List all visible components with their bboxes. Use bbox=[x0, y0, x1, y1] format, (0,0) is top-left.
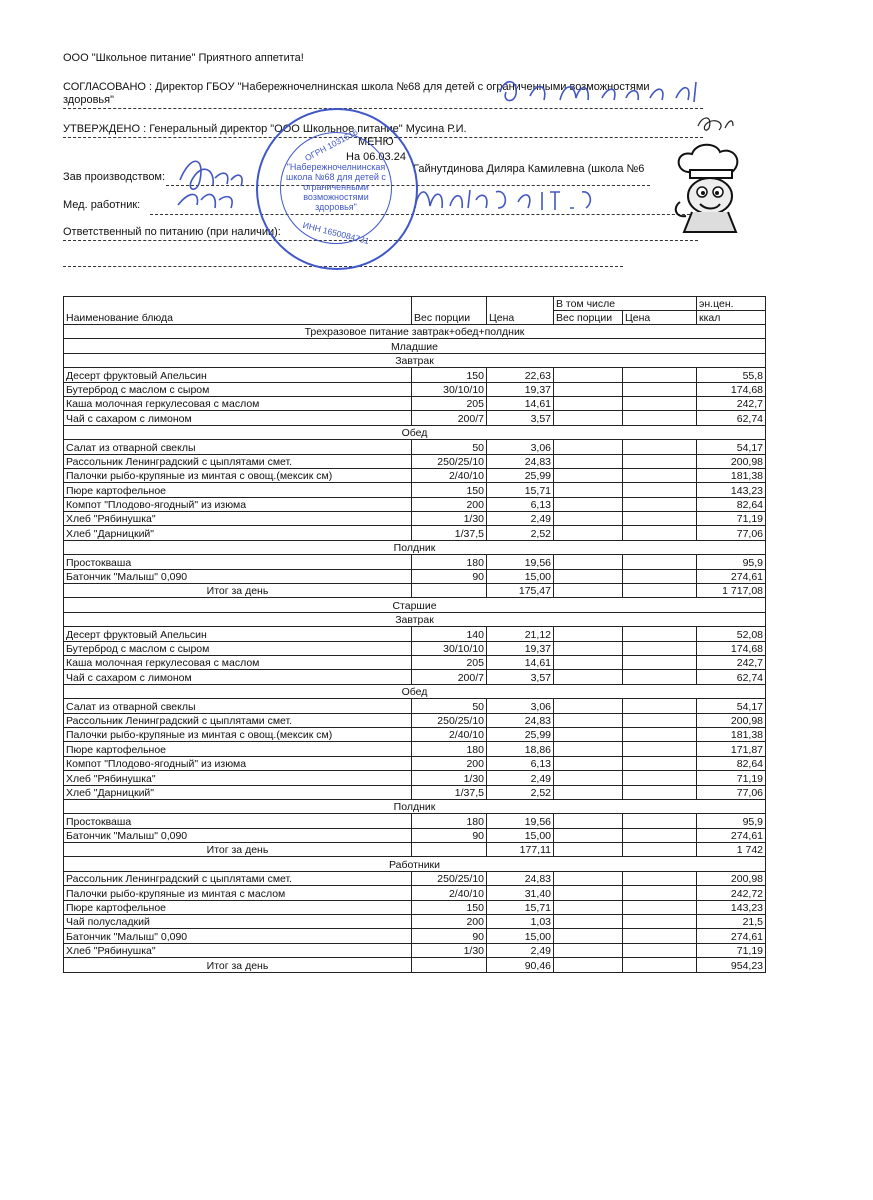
dish-name: Компот "Плодово-ягодный" из изюма bbox=[64, 756, 412, 770]
table-row bbox=[64, 828, 766, 842]
menu-date: На 06.03.24 bbox=[346, 151, 406, 163]
dish-price: 24,83 bbox=[487, 454, 554, 468]
dish-weight: 1/30 bbox=[412, 771, 487, 785]
dish-weight: 90 bbox=[412, 828, 487, 842]
incl-weight-cell bbox=[554, 454, 623, 468]
incl-weight-cell bbox=[554, 670, 623, 684]
table-row bbox=[64, 713, 766, 727]
table-row bbox=[64, 814, 766, 828]
dish-price: 14,61 bbox=[487, 396, 554, 410]
total-row bbox=[64, 843, 766, 857]
total-row bbox=[64, 584, 766, 598]
menu-table-body bbox=[64, 325, 766, 973]
dish-name: Салат из отварной свеклы bbox=[64, 699, 412, 713]
incl-weight-cell bbox=[554, 756, 623, 770]
incl-price-cell bbox=[623, 670, 697, 684]
dish-price: 14,61 bbox=[487, 655, 554, 669]
table-row bbox=[64, 742, 766, 756]
incl-price-cell bbox=[623, 382, 697, 396]
dish-price: 3,57 bbox=[487, 411, 554, 425]
section-row bbox=[64, 612, 766, 626]
dish-price: 19,56 bbox=[487, 814, 554, 828]
table-row bbox=[64, 382, 766, 396]
dish-name: Пюре картофельное bbox=[64, 900, 412, 914]
incl-weight-cell bbox=[554, 843, 623, 857]
dish-price: 2,52 bbox=[487, 526, 554, 540]
dish-price: 6,13 bbox=[487, 497, 554, 511]
dish-weight: 200/7 bbox=[412, 670, 487, 684]
incl-weight-cell bbox=[554, 771, 623, 785]
incl-price-cell bbox=[623, 756, 697, 770]
dish-name: Хлеб "Дарницкий" bbox=[64, 526, 412, 540]
section-row bbox=[64, 857, 766, 871]
dish-weight: 150 bbox=[412, 900, 487, 914]
dish-name: Пюре картофельное bbox=[64, 742, 412, 756]
dish-weight: 1/30 bbox=[412, 943, 487, 957]
incl-price-cell bbox=[623, 512, 697, 526]
section-row bbox=[64, 598, 766, 612]
dish-price: 15,00 bbox=[487, 828, 554, 842]
dish-weight: 1/37,5 bbox=[412, 785, 487, 799]
dish-kcal: 274,61 bbox=[697, 569, 766, 583]
dish-kcal: 77,06 bbox=[697, 785, 766, 799]
round-stamp bbox=[256, 108, 418, 270]
dish-name: Рассольник Ленинградский с цыплятами смет. bbox=[64, 454, 412, 468]
incl-weight-cell bbox=[554, 497, 623, 511]
dish-name: Палочки рыбо-крупяные из минтая с маслом bbox=[64, 886, 412, 900]
responsible-label: Ответственный по питанию (при наличии): bbox=[63, 226, 281, 238]
dish-kcal: 77,06 bbox=[697, 526, 766, 540]
dish-weight: 200 bbox=[412, 497, 487, 511]
dish-name: Простокваша bbox=[64, 814, 412, 828]
total-label: Итог за день bbox=[64, 958, 412, 972]
dish-weight: 250/25/10 bbox=[412, 871, 487, 885]
section-title: Завтрак bbox=[64, 612, 766, 626]
menu-title: МЕНЮ bbox=[358, 136, 394, 148]
section-title: Работники bbox=[64, 857, 766, 871]
incl-weight-cell bbox=[554, 727, 623, 741]
incl-weight-cell bbox=[554, 814, 623, 828]
dish-price: 24,83 bbox=[487, 713, 554, 727]
dish-kcal: 95,9 bbox=[697, 555, 766, 569]
incl-price-cell bbox=[623, 943, 697, 957]
dish-price: 19,37 bbox=[487, 641, 554, 655]
section-title: Полдник bbox=[64, 799, 766, 813]
total-kcal: 954,23 bbox=[697, 958, 766, 972]
section-row bbox=[64, 325, 766, 339]
dish-kcal: 242,72 bbox=[697, 886, 766, 900]
dish-price: 2,49 bbox=[487, 512, 554, 526]
table-row bbox=[64, 411, 766, 425]
section-row bbox=[64, 540, 766, 554]
dish-kcal: 62,74 bbox=[697, 411, 766, 425]
table-row bbox=[64, 655, 766, 669]
dish-price: 25,99 bbox=[487, 727, 554, 741]
incl-price-cell bbox=[623, 771, 697, 785]
dish-name: Хлеб "Рябинушка" bbox=[64, 771, 412, 785]
dish-name: Чай полусладкий bbox=[64, 915, 412, 929]
dish-kcal: 95,9 bbox=[697, 814, 766, 828]
incl-price-cell bbox=[623, 569, 697, 583]
incl-price-cell bbox=[623, 843, 697, 857]
dish-kcal: 242,7 bbox=[697, 396, 766, 410]
medic-signature bbox=[410, 178, 610, 218]
dish-weight: 250/25/10 bbox=[412, 713, 487, 727]
incl-weight-cell bbox=[554, 526, 623, 540]
production-signature bbox=[175, 150, 255, 215]
dish-weight: 250/25/10 bbox=[412, 454, 487, 468]
incl-weight-cell bbox=[554, 483, 623, 497]
dish-kcal: 54,17 bbox=[697, 440, 766, 454]
stamp-center-text: "Набережночелнинская школа №68 для детей с ограниченными возможностями здоровья" bbox=[286, 162, 386, 212]
table-row bbox=[64, 699, 766, 713]
incl-weight-cell bbox=[554, 468, 623, 482]
incl-price-cell bbox=[623, 713, 697, 727]
table-row bbox=[64, 756, 766, 770]
dish-kcal: 71,19 bbox=[697, 512, 766, 526]
approved-line: УТВЕРЖДЕНО : Генеральный директор "ООО Школьное питание" Мусина Р.И. bbox=[63, 123, 467, 135]
table-row bbox=[64, 785, 766, 799]
incl-price-cell bbox=[623, 655, 697, 669]
incl-weight-cell bbox=[554, 641, 623, 655]
section-title: Полдник bbox=[64, 540, 766, 554]
col-energy-header-2: ккал bbox=[697, 311, 766, 325]
dish-name: Десерт фруктовый Апельсин bbox=[64, 368, 412, 382]
incl-weight-cell bbox=[554, 655, 623, 669]
agreed-line-1: СОГЛАСОВАНО : Директор ГБОУ "Набережночелнинская школа №68 для детей с ограниченными возможностями bbox=[63, 81, 650, 93]
dish-kcal: 52,08 bbox=[697, 627, 766, 641]
total-kcal: 1 742 bbox=[697, 843, 766, 857]
dish-name: Пюре картофельное bbox=[64, 483, 412, 497]
director-signature bbox=[490, 72, 710, 112]
table-row bbox=[64, 526, 766, 540]
dish-weight: 180 bbox=[412, 555, 487, 569]
dish-price: 15,71 bbox=[487, 900, 554, 914]
section-row bbox=[64, 425, 766, 439]
incl-weight-cell bbox=[554, 943, 623, 957]
dish-name: Бутерброд с маслом с сыром bbox=[64, 382, 412, 396]
total-weight-cell bbox=[412, 843, 487, 857]
dish-name: Чай с сахаром с лимоном bbox=[64, 670, 412, 684]
dish-weight: 200 bbox=[412, 756, 487, 770]
incl-weight-cell bbox=[554, 886, 623, 900]
dish-name: Бутерброд с маслом с сыром bbox=[64, 641, 412, 655]
dish-weight: 2/40/10 bbox=[412, 468, 487, 482]
col-energy-header-1: эн.цен. bbox=[697, 297, 766, 311]
incl-price-cell bbox=[623, 368, 697, 382]
total-weight-cell bbox=[412, 584, 487, 598]
total-row bbox=[64, 958, 766, 972]
incl-price-cell bbox=[623, 468, 697, 482]
dish-price: 3,06 bbox=[487, 699, 554, 713]
dish-weight: 1/30 bbox=[412, 512, 487, 526]
dish-price: 2,52 bbox=[487, 785, 554, 799]
dish-kcal: 71,19 bbox=[697, 943, 766, 957]
incl-weight-cell bbox=[554, 584, 623, 598]
dish-kcal: 181,38 bbox=[697, 727, 766, 741]
dish-kcal: 21,5 bbox=[697, 915, 766, 929]
chef-mascot-icon bbox=[670, 142, 750, 238]
table-row bbox=[64, 900, 766, 914]
dish-weight: 90 bbox=[412, 569, 487, 583]
dish-name: Десерт фруктовый Апельсин bbox=[64, 627, 412, 641]
dish-name: Чай с сахаром с лимоном bbox=[64, 411, 412, 425]
dish-price: 25,99 bbox=[487, 468, 554, 482]
dish-price: 3,06 bbox=[487, 440, 554, 454]
col-incl-header: В том числе bbox=[554, 297, 697, 311]
table-row bbox=[64, 771, 766, 785]
dish-name: Батончик "Малыш" 0,090 bbox=[64, 828, 412, 842]
incl-price-cell bbox=[623, 871, 697, 885]
col-name-header: Наименование блюда bbox=[64, 297, 412, 325]
incl-price-cell bbox=[623, 828, 697, 842]
dish-price: 2,49 bbox=[487, 943, 554, 957]
dish-name: Батончик "Малыш" 0,090 bbox=[64, 569, 412, 583]
dish-kcal: 171,87 bbox=[697, 742, 766, 756]
dish-name: Рассольник Ленинградский с цыплятами смет. bbox=[64, 713, 412, 727]
col-incl-weight-header: Вес порции bbox=[554, 311, 623, 325]
dish-kcal: 200,98 bbox=[697, 454, 766, 468]
incl-weight-cell bbox=[554, 713, 623, 727]
dish-name: Компот "Плодово-ягодный" из изюма bbox=[64, 497, 412, 511]
dish-weight: 150 bbox=[412, 368, 487, 382]
col-weight-header: Вес порции bbox=[412, 297, 487, 325]
dish-kcal: 200,98 bbox=[697, 713, 766, 727]
dish-price: 2,49 bbox=[487, 771, 554, 785]
incl-price-cell bbox=[623, 555, 697, 569]
approved-signature bbox=[695, 112, 735, 136]
table-row bbox=[64, 396, 766, 410]
dish-weight: 140 bbox=[412, 627, 487, 641]
company-line: ООО "Школьное питание" Приятного аппетита! bbox=[63, 52, 304, 64]
incl-weight-cell bbox=[554, 368, 623, 382]
dish-name: Палочки рыбо-крупяные из минтая с овощ.(мексик см) bbox=[64, 727, 412, 741]
incl-price-cell bbox=[623, 483, 697, 497]
table-row bbox=[64, 627, 766, 641]
stamp-ogrn: ОГРН 1031616 bbox=[303, 126, 360, 164]
incl-weight-cell bbox=[554, 915, 623, 929]
section-title: Обед bbox=[64, 425, 766, 439]
dish-kcal: 174,68 bbox=[697, 641, 766, 655]
dish-kcal: 174,68 bbox=[697, 382, 766, 396]
dish-kcal: 82,64 bbox=[697, 497, 766, 511]
dish-price: 6,13 bbox=[487, 756, 554, 770]
table-row bbox=[64, 468, 766, 482]
incl-price-cell bbox=[623, 584, 697, 598]
incl-weight-cell bbox=[554, 958, 623, 972]
dish-price: 15,00 bbox=[487, 929, 554, 943]
table-row bbox=[64, 440, 766, 454]
menu-table bbox=[63, 296, 766, 973]
dish-name: Простокваша bbox=[64, 555, 412, 569]
dish-kcal: 54,17 bbox=[697, 699, 766, 713]
section-title: Обед bbox=[64, 684, 766, 698]
table-row bbox=[64, 497, 766, 511]
incl-price-cell bbox=[623, 915, 697, 929]
incl-weight-cell bbox=[554, 440, 623, 454]
dish-weight: 180 bbox=[412, 814, 487, 828]
incl-price-cell bbox=[623, 627, 697, 641]
dish-price: 15,00 bbox=[487, 569, 554, 583]
dish-kcal: 55,8 bbox=[697, 368, 766, 382]
total-label: Итог за день bbox=[64, 843, 412, 857]
dish-name: Хлеб "Рябинушка" bbox=[64, 943, 412, 957]
dish-weight: 205 bbox=[412, 396, 487, 410]
dish-price: 1,03 bbox=[487, 915, 554, 929]
dish-kcal: 143,23 bbox=[697, 900, 766, 914]
section-title: Младшие bbox=[64, 339, 766, 353]
incl-price-cell bbox=[623, 440, 697, 454]
dish-name: Каша молочная геркулесовая с маслом bbox=[64, 655, 412, 669]
dish-weight: 2/40/10 bbox=[412, 727, 487, 741]
incl-weight-cell bbox=[554, 785, 623, 799]
section-row bbox=[64, 353, 766, 367]
table-row bbox=[64, 368, 766, 382]
incl-price-cell bbox=[623, 396, 697, 410]
incl-weight-cell bbox=[554, 569, 623, 583]
total-label: Итог за день bbox=[64, 584, 412, 598]
dish-name: Каша молочная геркулесовая с маслом bbox=[64, 396, 412, 410]
production-label: Зав производством: bbox=[63, 171, 166, 183]
col-price-header: Цена bbox=[487, 297, 554, 325]
dish-name: Палочки рыбо-крупяные из минтая с овощ.(мексик см) bbox=[64, 468, 412, 482]
dish-weight: 50 bbox=[412, 440, 487, 454]
dish-price: 15,71 bbox=[487, 483, 554, 497]
incl-price-cell bbox=[623, 727, 697, 741]
section-row bbox=[64, 339, 766, 353]
incl-weight-cell bbox=[554, 742, 623, 756]
dish-kcal: 242,7 bbox=[697, 655, 766, 669]
dish-weight: 1/37,5 bbox=[412, 526, 487, 540]
table-row bbox=[64, 886, 766, 900]
incl-price-cell bbox=[623, 454, 697, 468]
dish-price: 22,63 bbox=[487, 368, 554, 382]
section-title: Завтрак bbox=[64, 353, 766, 367]
dish-weight: 30/10/10 bbox=[412, 641, 487, 655]
incl-weight-cell bbox=[554, 929, 623, 943]
total-weight-cell bbox=[412, 958, 487, 972]
incl-weight-cell bbox=[554, 627, 623, 641]
dish-kcal: 143,23 bbox=[697, 483, 766, 497]
dish-name: Батончик "Малыш" 0,090 bbox=[64, 929, 412, 943]
table-header-row-1 bbox=[64, 297, 766, 311]
dish-kcal: 274,61 bbox=[697, 828, 766, 842]
dish-weight: 150 bbox=[412, 483, 487, 497]
dish-weight: 50 bbox=[412, 699, 487, 713]
dish-kcal: 71,19 bbox=[697, 771, 766, 785]
medic-label: Мед. работник: bbox=[63, 199, 141, 211]
section-row bbox=[64, 799, 766, 813]
table-row bbox=[64, 512, 766, 526]
table-row bbox=[64, 641, 766, 655]
incl-price-cell bbox=[623, 886, 697, 900]
dish-name: Хлеб "Рябинушка" bbox=[64, 512, 412, 526]
incl-price-cell bbox=[623, 958, 697, 972]
dish-price: 31,40 bbox=[487, 886, 554, 900]
dish-weight: 200 bbox=[412, 915, 487, 929]
table-row bbox=[64, 569, 766, 583]
dish-kcal: 274,61 bbox=[697, 929, 766, 943]
dish-weight: 2/40/10 bbox=[412, 886, 487, 900]
incl-weight-cell bbox=[554, 871, 623, 885]
dish-price: 3,57 bbox=[487, 670, 554, 684]
dish-name: Рассольник Ленинградский с цыплятами смет. bbox=[64, 871, 412, 885]
dish-name: Хлеб "Дарницкий" bbox=[64, 785, 412, 799]
total-price: 177,11 bbox=[487, 843, 554, 857]
incl-weight-cell bbox=[554, 828, 623, 842]
table-row bbox=[64, 483, 766, 497]
incl-weight-cell bbox=[554, 900, 623, 914]
incl-price-cell bbox=[623, 497, 697, 511]
total-price: 175,47 bbox=[487, 584, 554, 598]
dish-weight: 180 bbox=[412, 742, 487, 756]
incl-price-cell bbox=[623, 742, 697, 756]
dish-kcal: 62,74 bbox=[697, 670, 766, 684]
incl-price-cell bbox=[623, 900, 697, 914]
total-kcal: 1 717,08 bbox=[697, 584, 766, 598]
table-row bbox=[64, 943, 766, 957]
section-row bbox=[64, 684, 766, 698]
section-title: Старшие bbox=[64, 598, 766, 612]
agreed-line-2: здоровья" bbox=[63, 94, 115, 106]
dish-price: 19,37 bbox=[487, 382, 554, 396]
dish-price: 18,86 bbox=[487, 742, 554, 756]
dish-weight: 205 bbox=[412, 655, 487, 669]
dish-weight: 30/10/10 bbox=[412, 382, 487, 396]
table-row bbox=[64, 915, 766, 929]
table-row bbox=[64, 727, 766, 741]
table-row bbox=[64, 454, 766, 468]
table-row bbox=[64, 670, 766, 684]
dish-kcal: 200,98 bbox=[697, 871, 766, 885]
dish-weight: 90 bbox=[412, 929, 487, 943]
dish-price: 24,83 bbox=[487, 871, 554, 885]
incl-price-cell bbox=[623, 929, 697, 943]
dish-price: 21,12 bbox=[487, 627, 554, 641]
dish-price: 19,56 bbox=[487, 555, 554, 569]
incl-price-cell bbox=[623, 526, 697, 540]
incl-price-cell bbox=[623, 641, 697, 655]
incl-price-cell bbox=[623, 814, 697, 828]
incl-weight-cell bbox=[554, 396, 623, 410]
production-name: Гайнутдинова Диляра Камилевна (школа №6 bbox=[413, 163, 645, 175]
dish-name: Салат из отварной свеклы bbox=[64, 440, 412, 454]
dish-kcal: 181,38 bbox=[697, 468, 766, 482]
incl-price-cell bbox=[623, 699, 697, 713]
section-title: Трехразовое питание завтрак+обед+полдник bbox=[64, 325, 766, 339]
stamp-inn: ИНН 1650084731 bbox=[301, 219, 371, 247]
incl-price-cell bbox=[623, 785, 697, 799]
incl-weight-cell bbox=[554, 382, 623, 396]
incl-weight-cell bbox=[554, 555, 623, 569]
table-row bbox=[64, 871, 766, 885]
table-row bbox=[64, 555, 766, 569]
dish-weight: 200/7 bbox=[412, 411, 487, 425]
incl-weight-cell bbox=[554, 699, 623, 713]
incl-weight-cell bbox=[554, 411, 623, 425]
incl-weight-cell bbox=[554, 512, 623, 526]
total-price: 90,46 bbox=[487, 958, 554, 972]
incl-price-cell bbox=[623, 411, 697, 425]
dish-kcal: 82,64 bbox=[697, 756, 766, 770]
col-incl-price-header: Цена bbox=[623, 311, 697, 325]
table-row bbox=[64, 929, 766, 943]
